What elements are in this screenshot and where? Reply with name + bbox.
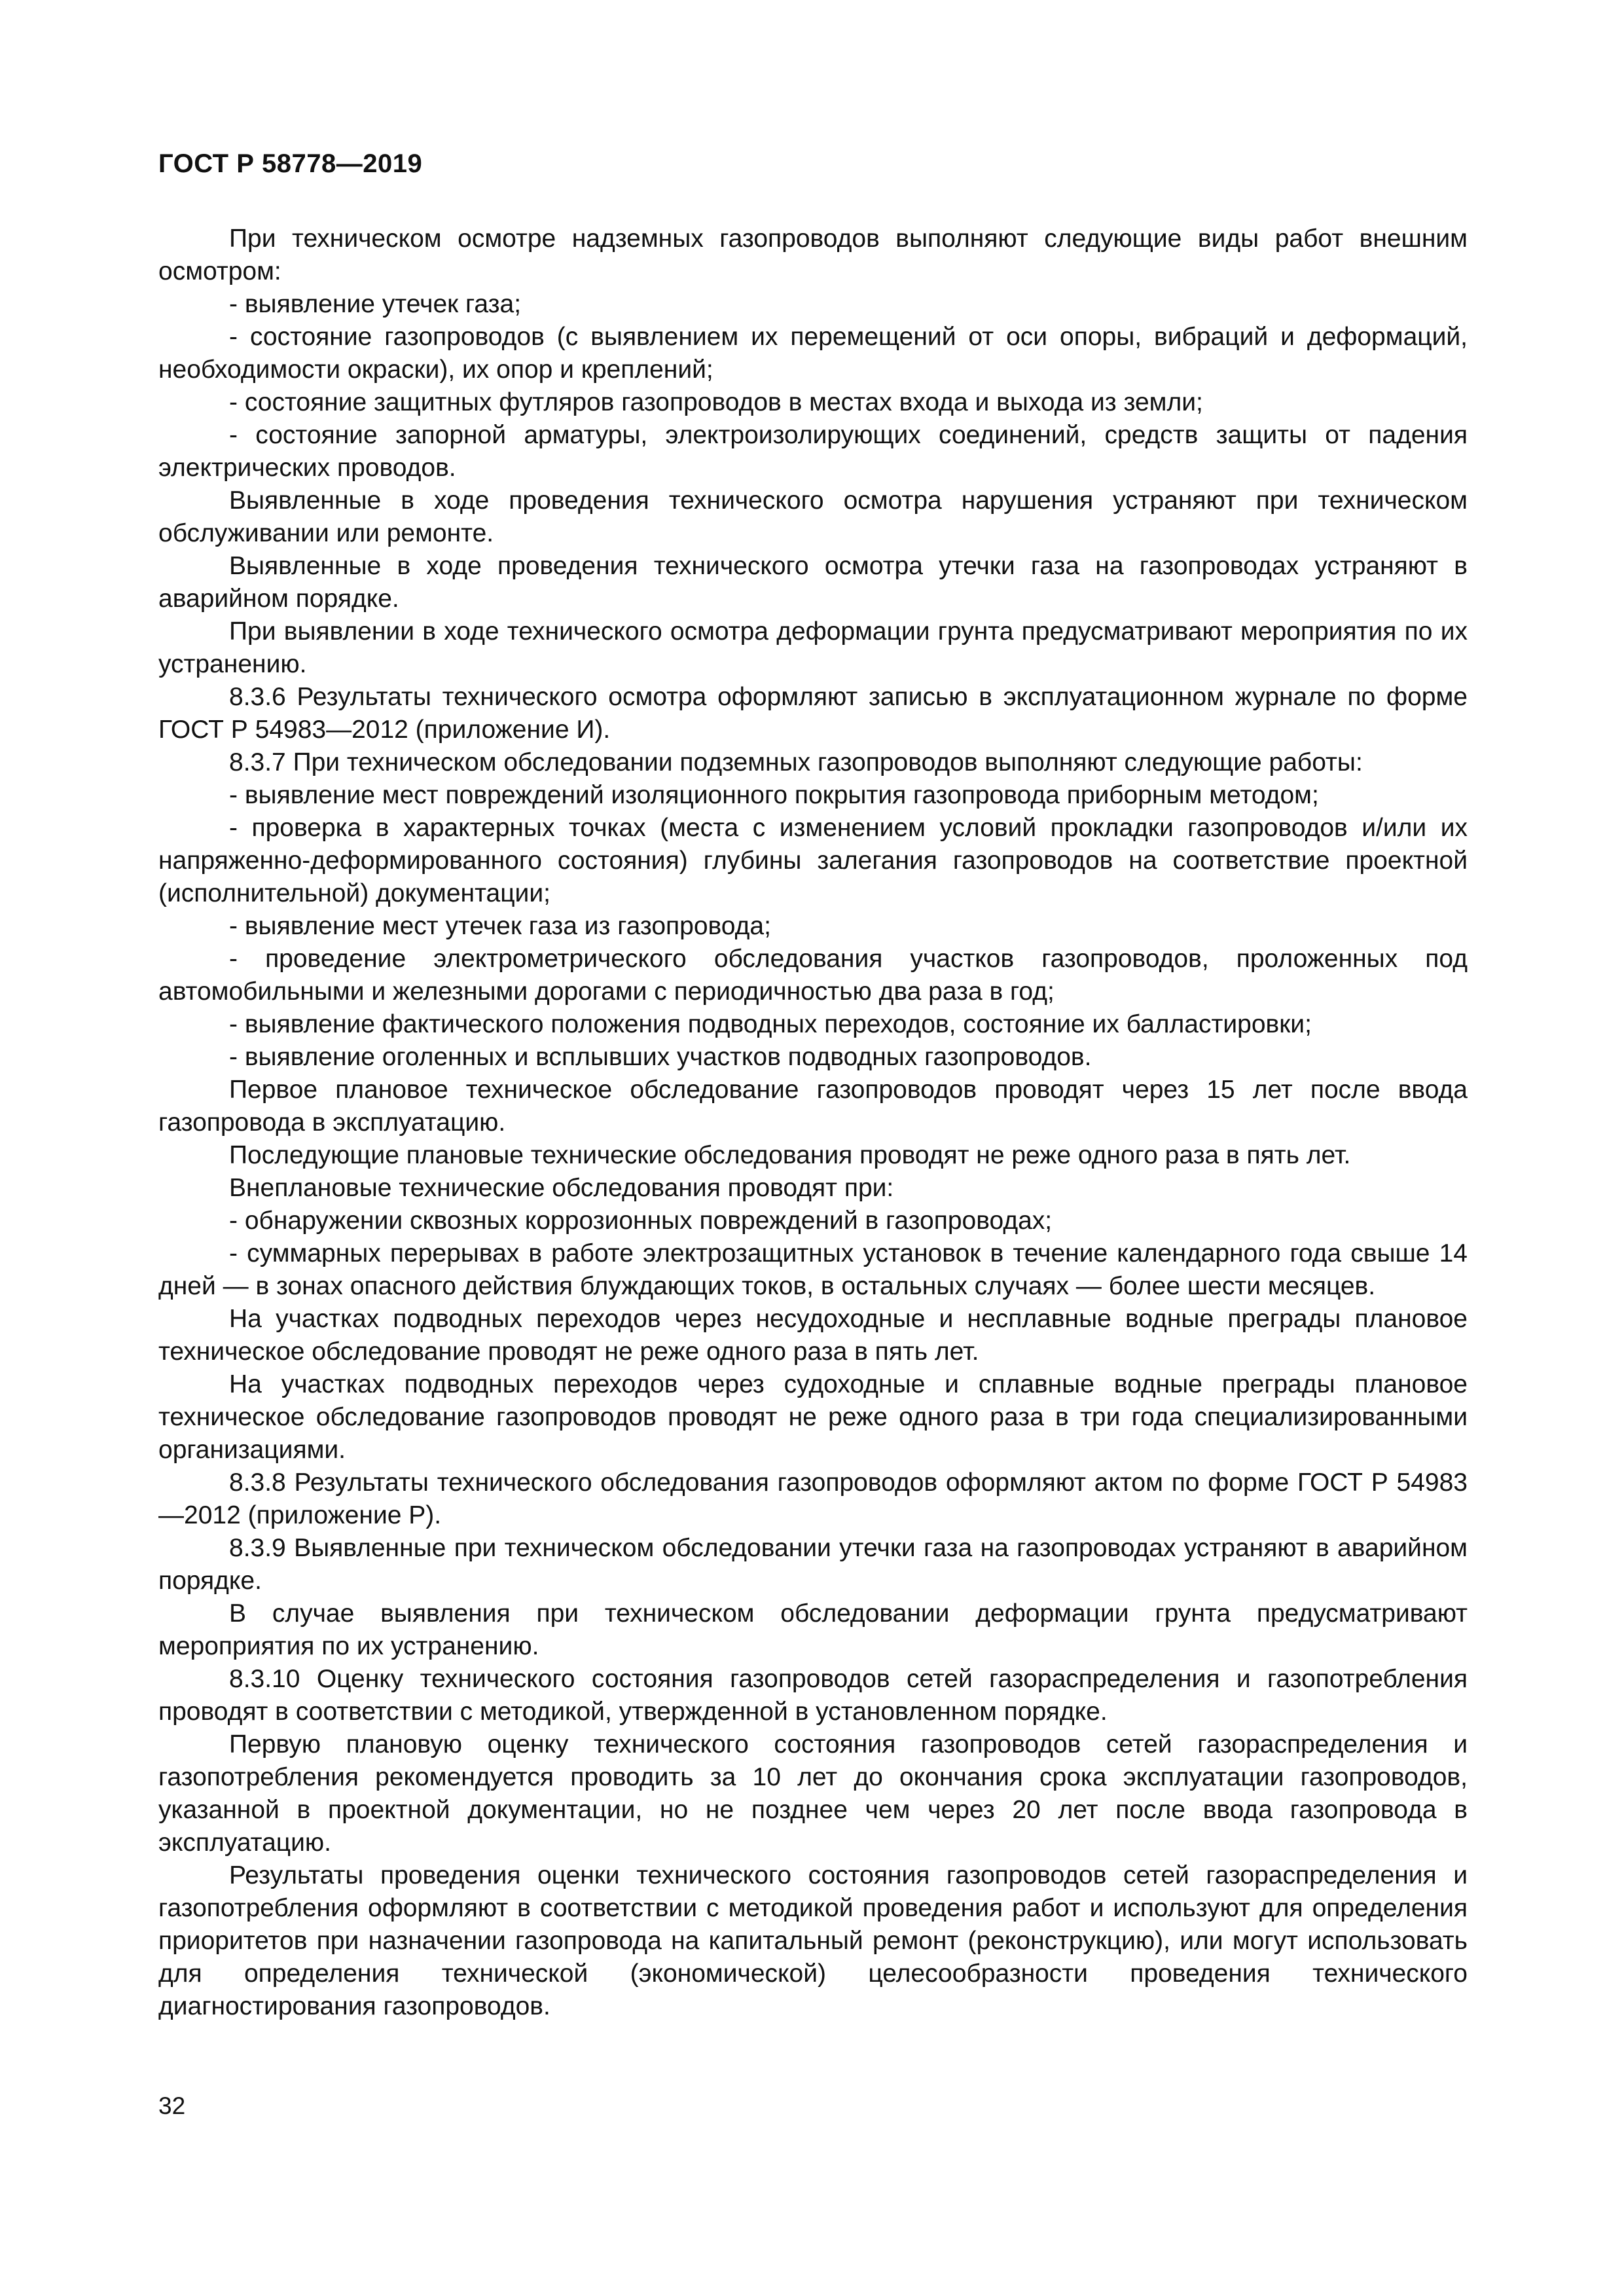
list-item: - суммарных перерывах в работе электрозащитных установок в течение календарного года свыше 14 дней — в зонах опасного действия блуждающих токов, в остальных случаях — более шести месяцев. bbox=[158, 1239, 1468, 1300]
clause-8-3-10: 8.3.10 Оценку технического состояния газопроводов сетей газораспределения и газопотребления проводят в соответствии с методикой, утвержденной в установленном порядке. bbox=[158, 1665, 1468, 1726]
document-header: ГОСТ Р 58778—2019 bbox=[158, 149, 423, 178]
list-item: - выявление утечек газа; bbox=[229, 290, 522, 318]
paragraph: Результаты проведения оценки технического состояния газопроводов сетей газораспределения и газопотребления оформляют в соответствии с методикой проведения работ и используют для определения приоритетов при назначении газопровода на капитальный ремонт (реконструкцию), или могут использовать для определения технической (экономической) целесообразности проведения технического диагностирования газопроводов. bbox=[158, 1861, 1468, 2020]
list-item: - выявление оголенных и всплывших участков подводных газопроводов. bbox=[229, 1043, 1092, 1071]
list-item: - обнаружении сквозных коррозионных повреждений в газопроводах; bbox=[229, 1207, 1053, 1235]
list-item: - проверка в характерных точках (места с изменением условий прокладки газопроводов и/или их напряженно-деформированного состояния) глубины залегания газопроводов на соответствие проектной (исполнительной) документации; bbox=[158, 814, 1468, 907]
list-item: - выявление фактического положения подводных переходов, состояние их балластировки; bbox=[229, 1010, 1312, 1038]
paragraph: На участках подводных переходов через судоходные и сплавные водные преграды плановое техническое обследование газопроводов проводят не реже одного раза в три года специализированными организациями. bbox=[158, 1370, 1468, 1464]
clause-8-3-9: 8.3.9 Выявленные при техническом обследовании утечки газа на газопроводах устраняют в аварийном порядке. bbox=[158, 1534, 1468, 1595]
list-item: - выявление мест утечек газа из газопровода; bbox=[229, 912, 771, 940]
paragraph: Выявленные в ходе проведения технического осмотра нарушения устраняют при техническом обслуживании или ремонте. bbox=[158, 486, 1468, 547]
paragraph: В случае выявления при техническом обследовании деформации грунта предусматривают мероприятия по их устранению. bbox=[158, 1599, 1468, 1660]
paragraph: Выявленные в ходе проведения технического осмотра утечки газа на газопроводах устраняют в аварийном порядке. bbox=[158, 552, 1468, 613]
list-item: - состояние запорной арматуры, электроизолирующих соединений, средств защиты от падения электрических проводов. bbox=[158, 421, 1468, 482]
list-item: - состояние защитных футляров газопроводов в местах входа и выхода из земли; bbox=[229, 388, 1203, 416]
page-number: 32 bbox=[158, 2092, 186, 2119]
paragraph: Последующие плановые технические обследования проводят не реже одного раза в пять лет. bbox=[229, 1141, 1351, 1169]
document-body bbox=[158, 223, 1468, 2023]
paragraph: При техническом осмотре надземных газопроводов выполняют следующие виды работ внешним осмотром: bbox=[158, 225, 1468, 285]
paragraph: При выявлении в ходе технического осмотра деформации грунта предусматривают мероприятия по их устранению. bbox=[158, 617, 1468, 678]
paragraph: Первую плановую оценку технического состояния газопроводов сетей газораспределения и газопотребления рекомендуется проводить за 10 лет до окончания срока эксплуатации газопроводов, указанной в проектной документации, но не позднее чем через 20 лет после ввода газопровода в эксплуатацию. bbox=[158, 1730, 1468, 1857]
clause-8-3-6: 8.3.6 Результаты технического осмотра оформляют записью в эксплуатационном журнале по форме ГОСТ Р 54983—2012 (приложение И). bbox=[158, 683, 1468, 744]
paragraph: На участках подводных переходов через несудоходные и несплавные водные преграды плановое техническое обследование проводят не реже одного раза в пять лет. bbox=[158, 1305, 1468, 1366]
clause-8-3-7: 8.3.7 При техническом обследовании подземных газопроводов выполняют следующие работы: bbox=[229, 748, 1363, 776]
paragraph: Внеплановые технические обследования проводят при: bbox=[229, 1174, 894, 1202]
list-item: - состояние газопроводов (с выявлением их перемещений от оси опоры, вибраций и деформаций, необходимости окраски), их опор и креплений; bbox=[158, 323, 1468, 384]
list-item: - проведение электрометрического обследования участков газопроводов, проложенных под автомобильными и железными дорогами с периодичностью два раза в год; bbox=[158, 945, 1468, 1006]
clause-8-3-8: 8.3.8 Результаты технического обследования газопроводов оформляют актом по форме ГОСТ Р 54983—2012 (приложение Р). bbox=[158, 1468, 1468, 1529]
list-item: - выявление мест повреждений изоляционного покрытия газопровода приборным методом; bbox=[229, 781, 1319, 809]
paragraph: Первое плановое техническое обследование газопроводов проводят через 15 лет после ввода газопровода в эксплуатацию. bbox=[158, 1076, 1468, 1137]
